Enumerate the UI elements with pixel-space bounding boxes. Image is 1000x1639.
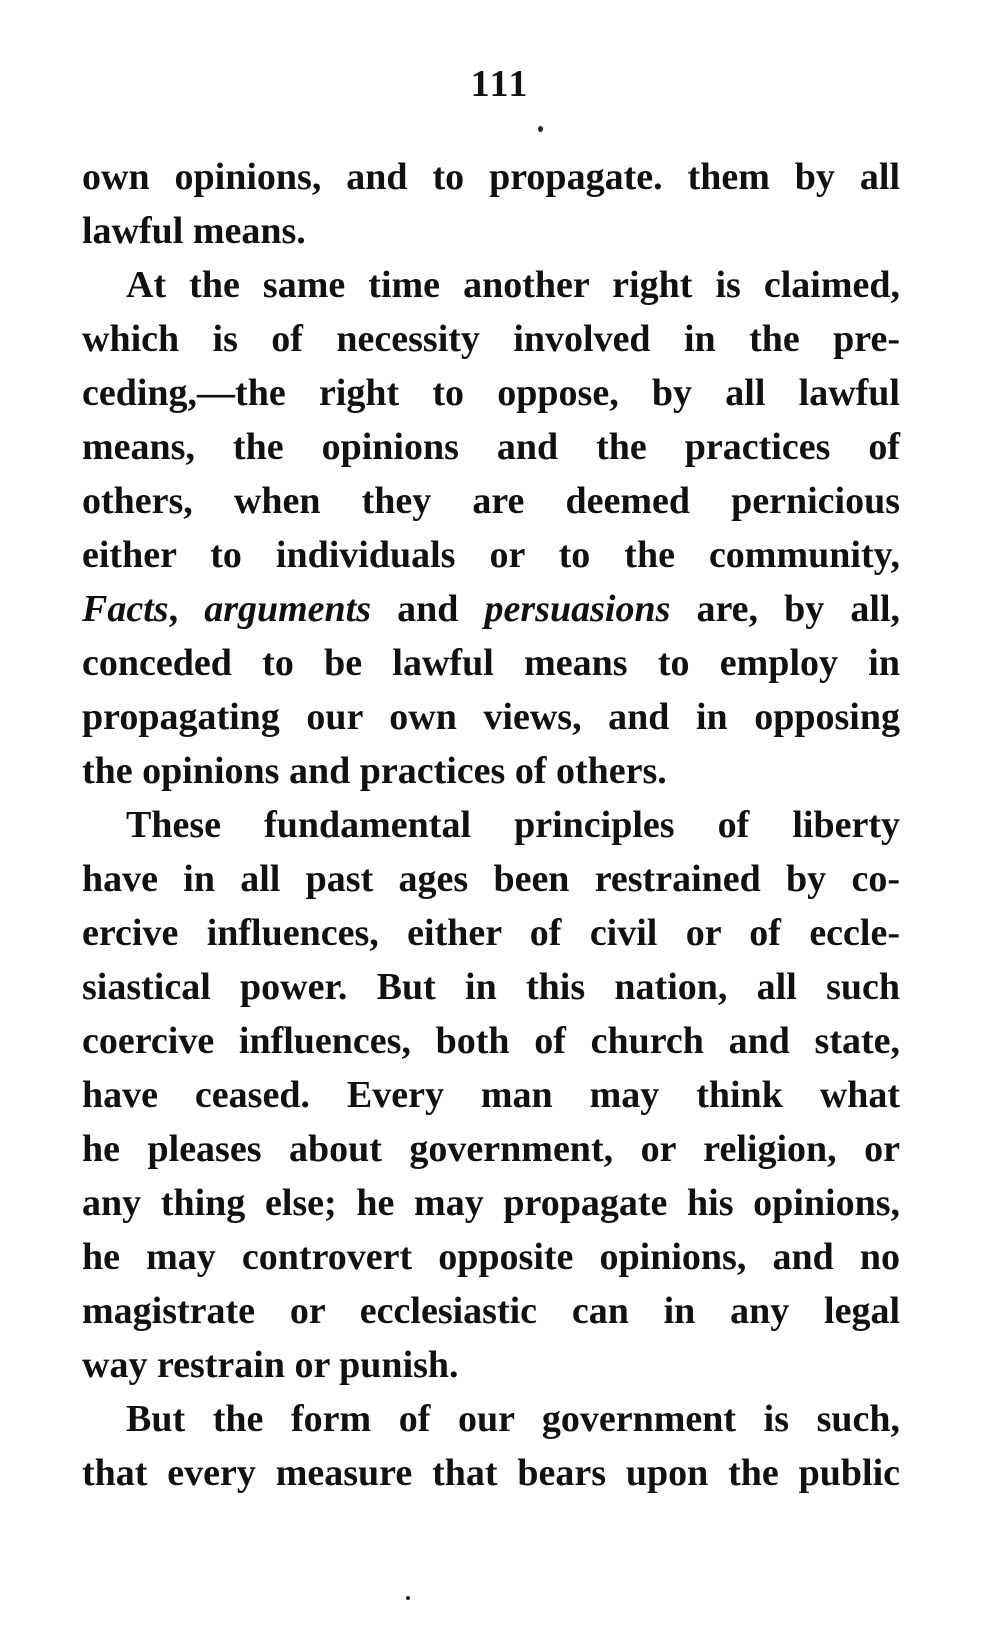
italic-term: persuasions (484, 588, 671, 630)
text-line: siastical power. But in this nation, all such (82, 966, 900, 1008)
text-line: either to individuals or to the community, (82, 534, 900, 576)
text-line: way restrain or punish. (82, 1344, 459, 1386)
text-line-with-italics (82, 582, 900, 636)
text-line: magistrate or ecclesiastic can in any legal (82, 1290, 900, 1332)
text-line: that every measure that bears upon the public (82, 1452, 900, 1494)
text-line: he may controvert opposite opinions, and no (82, 1236, 900, 1278)
text-line: But the form of our government is such, (126, 1398, 900, 1440)
text-run: and (371, 588, 485, 630)
text-line: own opinions, and to propagate. them by all (82, 156, 900, 198)
text-line: lawful means. (82, 210, 306, 252)
text-line: These fundamental principles of liberty (126, 804, 900, 846)
text-line: have in all past ages been restrained by co- (82, 858, 900, 900)
text-line: ceding,—the right to oppose, by all lawful (82, 372, 900, 414)
italic-term: arguments (204, 588, 372, 630)
print-speck (538, 126, 543, 132)
italic-term: Facts (82, 588, 169, 630)
text-run: , (168, 588, 205, 630)
text-line: coercive influences, both of church and state, (82, 1020, 900, 1062)
text-run: are, by all, (670, 588, 900, 630)
body-text (82, 150, 900, 1500)
text-line: ercive influences, either of civil or of eccle- (82, 912, 900, 954)
page-number: 111 (470, 63, 530, 105)
text-line: have ceased. Every man may think what (82, 1074, 900, 1116)
text-line: which is of necessity involved in the pre- (82, 318, 900, 360)
text-line: any thing else; he may propagate his opinions, (82, 1182, 900, 1224)
text-line: he pleases about government, or religion, or (82, 1128, 900, 1170)
text-line: others, when they are deemed pernicious (82, 480, 900, 522)
text-line: propagating our own views, and in opposing (82, 696, 900, 738)
print-speck (406, 1596, 410, 1600)
text-line: means, the opinions and the practices of (82, 426, 900, 468)
text-line: At the same time another right is claimed, (126, 264, 900, 306)
text-line: the opinions and practices of others. (82, 750, 667, 792)
text-line: conceded to be lawful means to employ in (82, 642, 900, 684)
